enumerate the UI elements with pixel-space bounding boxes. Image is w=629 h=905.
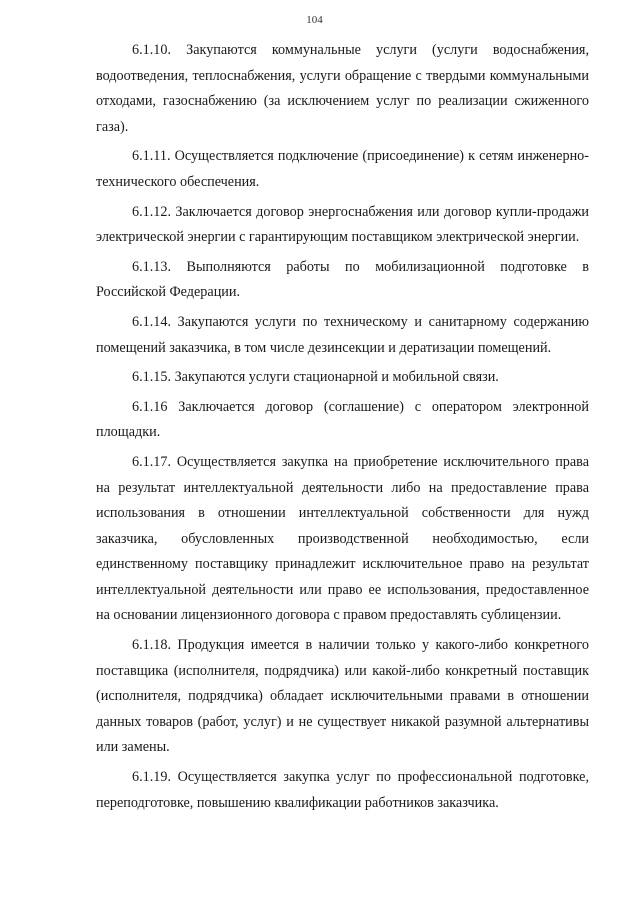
paragraph-6-1-17: 6.1.17. Осуществляется закупка на приобретение исключительного права на результат интеллектуальной деятельности либо на предоставление права использования в отношении интеллектуальной собственности для нужд заказчика, обусловленных производственной необходимостью, если единственному поставщику принадлежит исключительное право на результат интеллектуальной деятельности или право ее использования, предоставленное на основании лицензионного договора с правом предоставлять сублицензии. xyxy=(96,453,589,624)
document-body xyxy=(96,38,589,820)
paragraph-6-1-11: 6.1.11. Осуществляется подключение (присоединение) к сетям инженерно-технического обеспечения. xyxy=(96,148,589,190)
paragraph-6-1-13: 6.1.13. Выполняются работы по мобилизационной подготовке в Российской Федерации. xyxy=(96,258,589,301)
paragraph-6-1-19: 6.1.19. Осуществляется закупка услуг по профессиональной подготовке, переподготовке, повышению квалификации работников заказчика. xyxy=(96,769,589,811)
paragraph-6-1-18: 6.1.18. Продукция имеется в наличии только у какого-либо конкретного поставщика (исполнителя, подрядчика) или какой-либо конкретный поставщик (исполнителя, подрядчика) обладает исключительными правами в отношении данных товаров (работ, услуг) и не существует никакой разумной альтернативы или замены. xyxy=(96,637,589,756)
paragraph-6-1-10: 6.1.10. Закупаются коммунальные услуги (услуги водоснабжения, водоотведения, теплоснабжения, услуги обращение с твердыми коммунальными отходами, газоснабжению (за исключением услуг по реализации сжиженного газа). xyxy=(96,42,589,135)
paragraph-6-1-15: 6.1.15. Закупаются услуги стационарной и мобильной связи. xyxy=(132,369,499,386)
paragraph-6-1-12: 6.1.12. Заключается договор энергоснабжения или договор купли-продажи электрической энергии с гарантирующим поставщиком электрической энергии. xyxy=(96,203,589,246)
paragraph-6-1-14: 6.1.14. Закупаются услуги по техническому и санитарному содержанию помещений заказчика, в том числе дезинсекции и дератизации помещений. xyxy=(96,313,589,356)
page-number: 104 xyxy=(306,14,323,26)
paragraph-6-1-16: 6.1.16 Заключается договор (соглашение) с оператором электронной площадки. xyxy=(96,398,589,441)
